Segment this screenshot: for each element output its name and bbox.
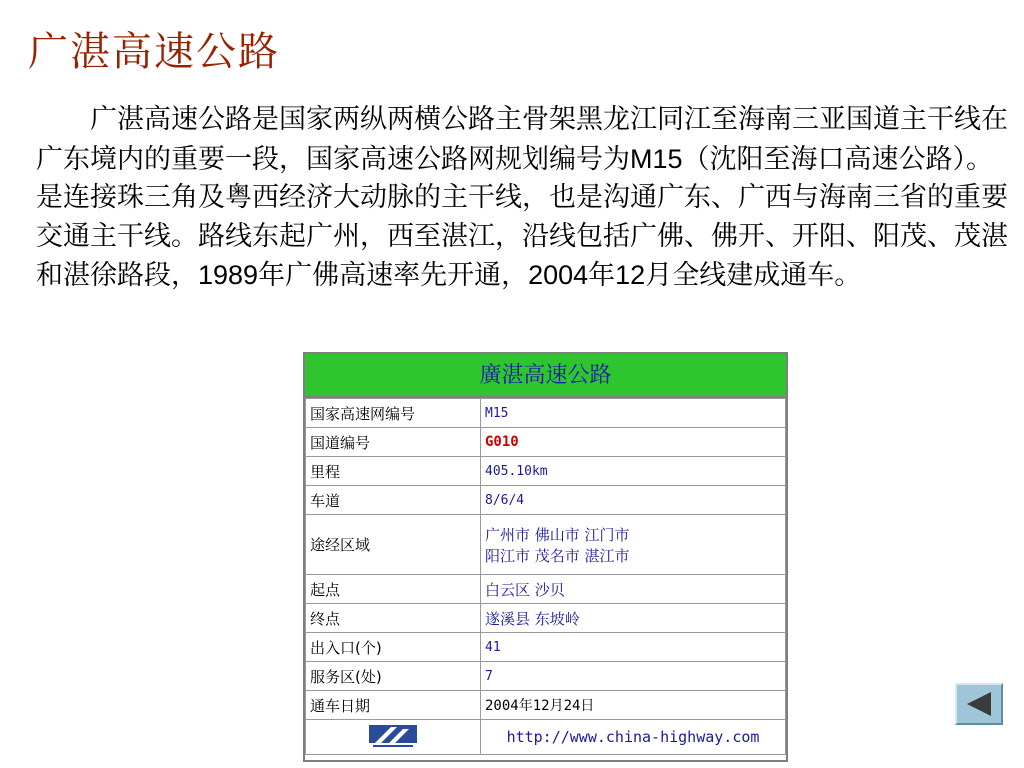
intro-text-4: 年 — [588, 260, 616, 291]
complete-year: 2004 — [528, 260, 589, 290]
intro-text-5: 月全线建成通车。 — [645, 260, 862, 291]
row-label: 终点 — [306, 604, 481, 633]
row-label: 途经区域 — [306, 515, 481, 575]
logo-cell — [306, 720, 481, 755]
complete-month: 12 — [615, 260, 646, 290]
website-url[interactable]: http://www.china-highway.com — [481, 720, 786, 755]
table-row — [306, 575, 786, 604]
back-button[interactable] — [955, 683, 1003, 725]
row-label: 服务区(处) — [306, 662, 481, 691]
row-label: 起点 — [306, 575, 481, 604]
row-value: 2004年12月24日 — [481, 691, 786, 720]
table-row — [306, 515, 786, 575]
region-line-1: 广州市 佛山市 江门市 — [485, 525, 630, 544]
row-value: 7 — [481, 662, 786, 691]
slide-title: 广湛高速公路 — [28, 29, 280, 75]
table-row — [306, 633, 786, 662]
row-value: M15 — [481, 399, 786, 428]
table-row — [306, 428, 786, 457]
china-highway-logo-icon — [369, 725, 417, 749]
row-value: 白云区 沙贝 — [481, 575, 786, 604]
highway-info-table — [305, 398, 786, 755]
table-row — [306, 457, 786, 486]
row-label: 国家高速网编号 — [306, 399, 481, 428]
triangle-left-icon — [965, 691, 993, 717]
row-value: G010 — [481, 428, 786, 457]
intro-text-1: 广湛高速公路是国家两纵两横公路主骨架黑龙江同江至海南三亚国道主干线在广东境内的重要一段，国家高速公路网规划编号为 — [36, 104, 1008, 175]
table-row — [306, 604, 786, 633]
region-line-2: 阳江市 茂名市 湛江市 — [485, 546, 630, 565]
row-value — [481, 515, 786, 575]
row-value: 405.10km — [481, 457, 786, 486]
table-footer-row — [306, 720, 786, 755]
row-label: 国道编号 — [306, 428, 481, 457]
open-year: 1989 — [198, 260, 259, 290]
intro-text-2: （沈阳至海口高速公路）。是连接珠三角及粤西经济大动脉的主干线，也是沟通广东、广西与海南三省的重要交通主干线。路线东起广州，西至湛江，沿线包括广佛、佛开、开阳、阳茂、茂湛和湛徐路段， — [36, 143, 1008, 291]
table-row — [306, 691, 786, 720]
table-row — [306, 486, 786, 515]
intro-text-3: 年广佛高速率先开通， — [258, 260, 529, 291]
row-label: 出入口(个) — [306, 633, 481, 662]
highway-info-card — [303, 352, 788, 762]
row-label: 通车日期 — [306, 691, 481, 720]
row-label: 里程 — [306, 457, 481, 486]
row-value: 41 — [481, 633, 786, 662]
table-row — [306, 662, 786, 691]
table-row — [306, 399, 786, 428]
intro-paragraph — [36, 101, 1014, 296]
row-label: 车道 — [306, 486, 481, 515]
row-value: 8/6/4 — [481, 486, 786, 515]
row-value: 遂溪县 东坡岭 — [481, 604, 786, 633]
info-card-title: 廣湛高速公路 — [305, 354, 786, 398]
route-code: M15 — [630, 143, 683, 174]
